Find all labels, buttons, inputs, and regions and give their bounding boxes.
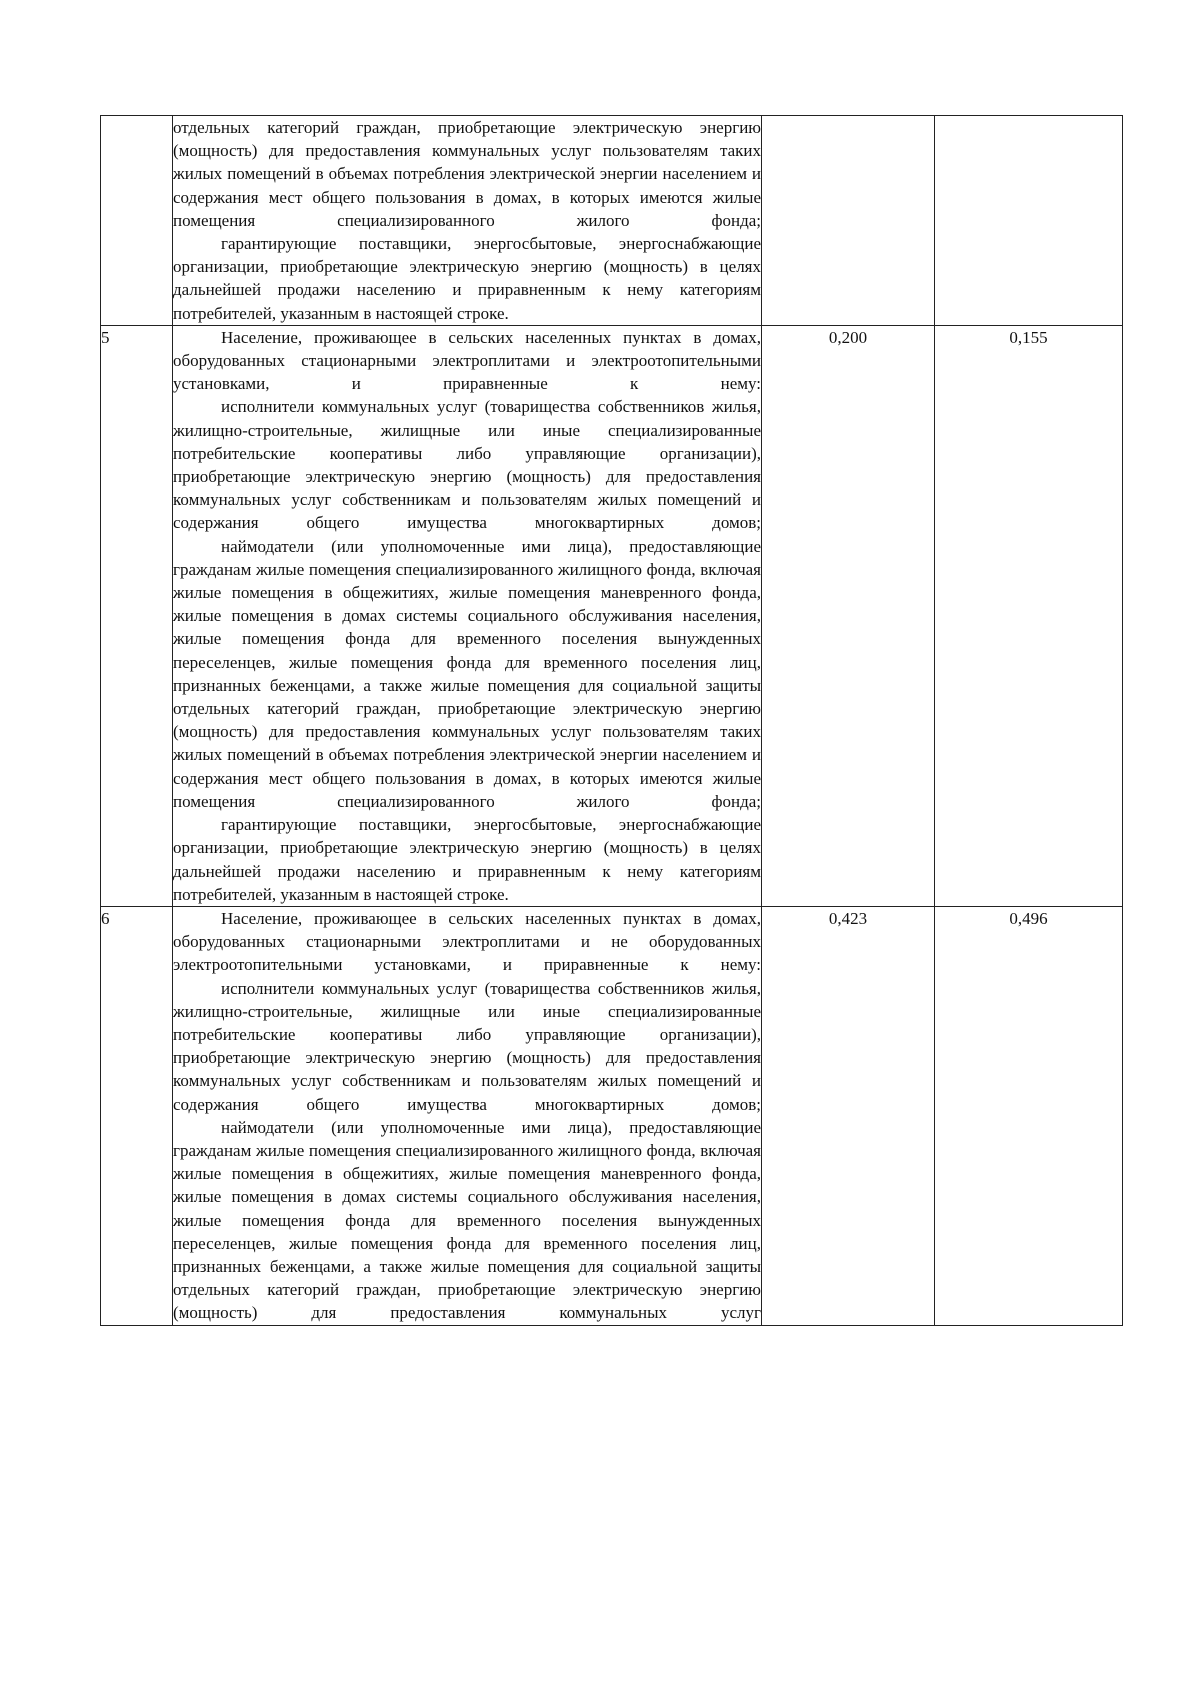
description-paragraph: Население, проживающее в сельских населенных пунктах в домах, оборудованных стационарными электроплитами и электроотопительными установками, и приравненные к нему: — [173, 327, 761, 394]
table-row — [101, 116, 1123, 326]
row-description — [173, 325, 762, 906]
tariff-table — [100, 115, 1123, 1326]
description-paragraph: Население, проживающее в сельских населенных пунктах в домах, оборудованных стационарными электроплитами и не оборудованных электроотопительными установками, и приравненные к нему: — [173, 908, 761, 975]
row-description — [173, 906, 762, 1325]
row-value-1: 0,423 — [762, 906, 935, 1325]
row-number: 6 — [101, 906, 173, 1325]
row-number — [101, 116, 173, 326]
row-value-1 — [762, 116, 935, 326]
description-paragraph: наймодатели (или уполномоченные ими лица), предоставляющие гражданам жилые помещения специализированного жилищного фонда, включая жилые помещения в общежитиях, жилые помещения маневренного фонда, жилые помещения в домах системы социального обслуживания населения, жилые помещения фонда для временного поселения вынужденных переселенцев, жилые помещения фонда для временного поселения лиц, признанных беженцами, а также жилые помещения для социальной защиты отдельных категорий граждан, приобретающие электрическую энергию (мощность) для предоставления коммунальных услуг пользователям таких жилых помещений в объемах потребления электрической энергии населением и содержания мест общего пользования в домах, в которых имеются жилые помещения специализированного жилого фонда; — [173, 536, 761, 811]
description-paragraph: гарантирующие поставщики, энергосбытовые, энергоснабжающие организации, приобретающие электрическую энергию (мощность) в целях дальнейшей продажи населению и приравненным к нему категориям потребителей, указанным в настоящей строке. — [173, 234, 761, 323]
description-paragraph: отдельных категорий граждан, приобретающие электрическую энергию (мощность) для предоставления коммунальных услуг пользователям таких жилых помещений в объемах потребления электрической энергии населением и содержания мест общего пользования в домах, в которых имеются жилые помещения специализированного жилого фонда; — [173, 118, 761, 230]
description-paragraph: исполнители коммунальных услуг (товарищества собственников жилья, жилищно-строительные, жилищные или иные специализированные потребительские кооперативы либо управляющие организации), приобретающие электрическую энергию (мощность) для предоставления коммунальных услуг собственникам и пользователям жилых помещений и содержания общего имущества многоквартирных домов; — [173, 397, 761, 533]
row-number: 5 — [101, 325, 173, 906]
table-row — [101, 325, 1123, 906]
row-value-2: 0,155 — [935, 325, 1123, 906]
description-paragraph: наймодатели (или уполномоченные ими лица), предоставляющие гражданам жилые помещения специализированного жилищного фонда, включая жилые помещения в общежитиях, жилые помещения маневренного фонда, жилые помещения в домах системы социального обслуживания населения, жилые помещения фонда для временного поселения вынужденных переселенцев, жилые помещения фонда для временного поселения лиц, признанных беженцами, а также жилые помещения для социальной защиты отдельных категорий граждан, приобретающие электрическую энергию (мощность) для предоставления коммунальных услуг — [173, 1117, 761, 1323]
description-paragraph: исполнители коммунальных услуг (товарищества собственников жилья, жилищно-строительные, жилищные или иные специализированные потребительские кооперативы либо управляющие организации), приобретающие электрическую энергию (мощность) для предоставления коммунальных услуг собственникам и пользователям жилых помещений и содержания общего имущества многоквартирных домов; — [173, 978, 761, 1114]
row-value-2: 0,496 — [935, 906, 1123, 1325]
row-description — [173, 116, 762, 326]
description-paragraph: гарантирующие поставщики, энергосбытовые, энергоснабжающие организации, приобретающие электрическую энергию (мощность) в целях дальнейшей продажи населению и приравненным к нему категориям потребителей, указанным в настоящей строке. — [173, 815, 761, 904]
row-value-2 — [935, 116, 1123, 326]
table-row — [101, 906, 1123, 1325]
row-value-1: 0,200 — [762, 325, 935, 906]
